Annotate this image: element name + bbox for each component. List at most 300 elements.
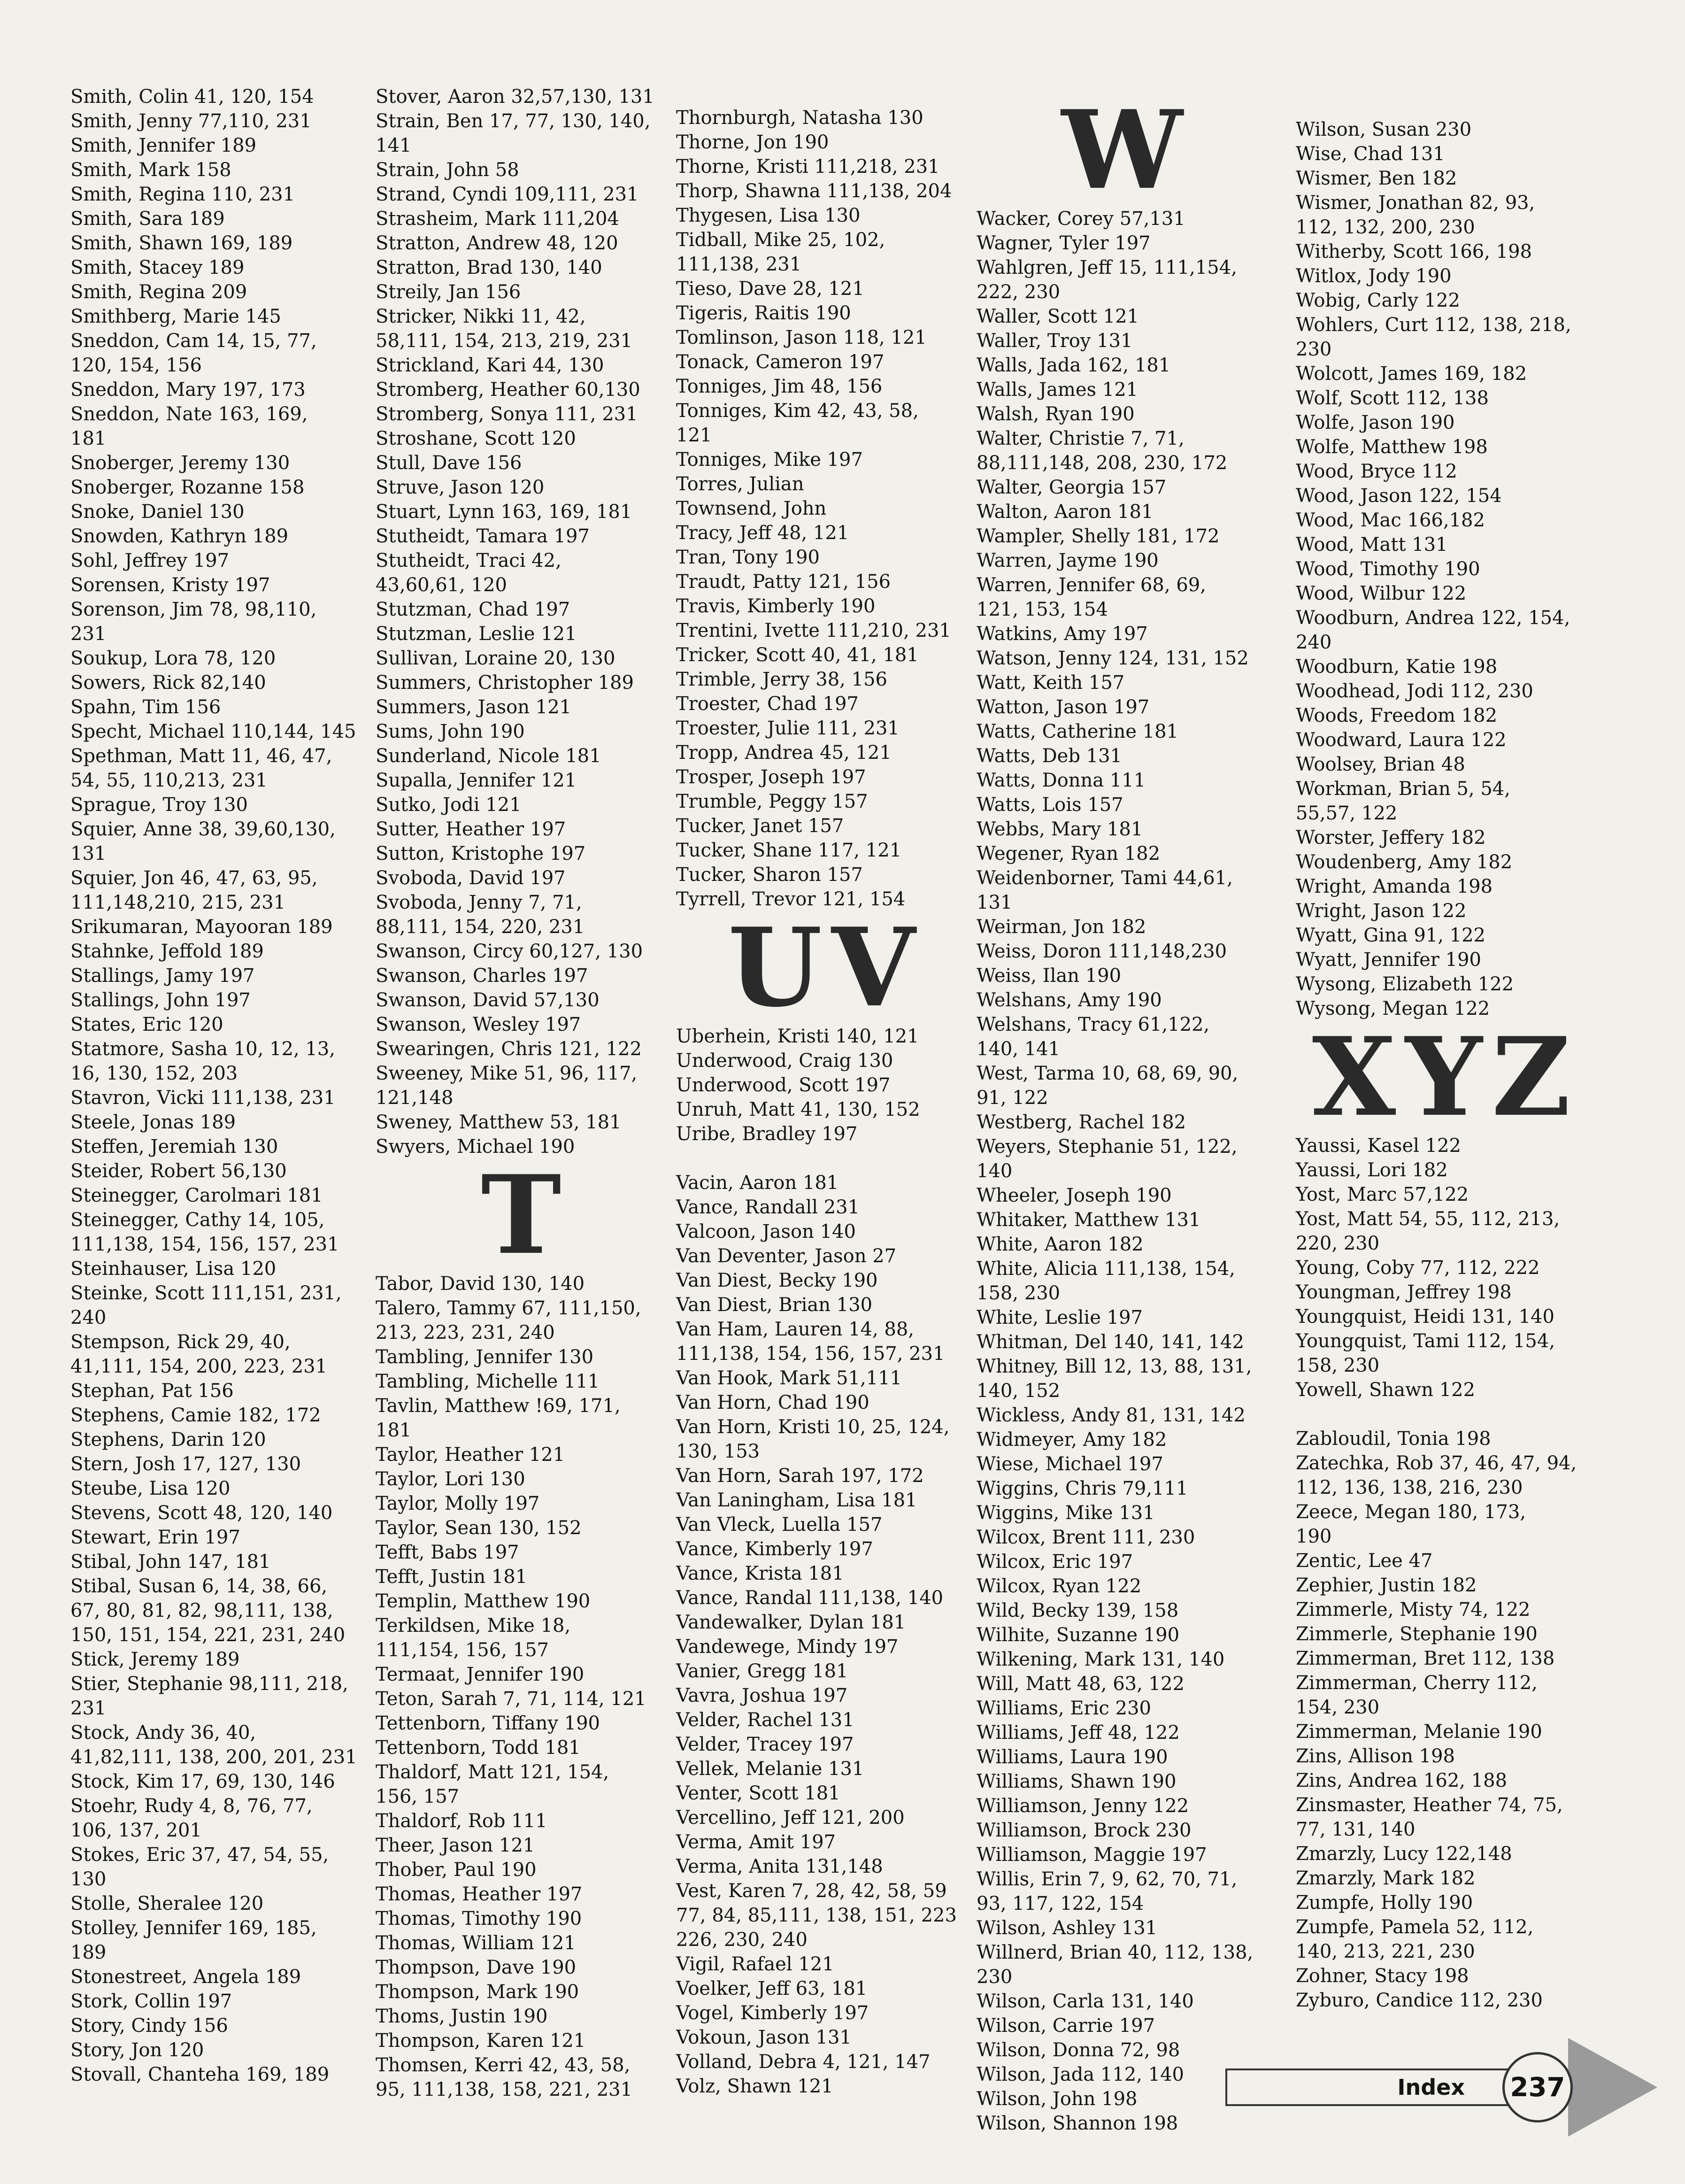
index-entry: Warren, Jennifer 68, 69,: [977, 574, 1206, 596]
index-entry: 111,138, 154, 156, 157, 231: [676, 1343, 945, 1365]
index-entry: Wolfe, Matthew 198: [1296, 436, 1488, 458]
index-entry: 91, 122: [977, 1087, 1048, 1109]
index-entry: Will, Matt 48, 63, 122: [977, 1673, 1185, 1695]
index-entry: Sunderland, Nicole 181: [376, 745, 601, 767]
index-column-4: [977, 87, 1277, 2136]
section-label: Index: [1397, 2075, 1465, 2100]
index-entry: 181: [376, 1420, 412, 1441]
index-entry: Walton, Aaron 181: [977, 501, 1154, 523]
index-entry: Tucker, Shane 117, 121: [676, 840, 902, 861]
index-entry: Teton, Sarah 7, 71, 114, 121: [376, 1688, 646, 1710]
index-entry: Zephier, Justin 182: [1296, 1574, 1477, 1596]
index-entry: Tigeris, Raitis 190: [676, 302, 851, 324]
section-letter-t: T: [481, 1152, 571, 1279]
index-entry: Zimmerman, Melanie 190: [1296, 1721, 1542, 1743]
index-entry: Wood, Bryce 112: [1296, 461, 1457, 482]
index-entry: Tieso, Dave 28, 121: [676, 278, 864, 300]
index-entry: Steffen, Jeremiah 130: [70, 1136, 278, 1158]
index-entry: 16, 130, 152, 203: [70, 1063, 238, 1084]
index-entry: Sohl, Jeffrey 197: [70, 550, 230, 571]
index-entry: 77, 84, 85,111, 138, 151, 223: [676, 1905, 957, 1926]
index-entry: Thorne, Kristi 111,218, 231: [676, 156, 940, 177]
index-entry: 213, 223, 231, 240: [376, 1322, 555, 1343]
index-entry: Tettenborn, Tiffany 190: [376, 1713, 600, 1734]
index-entry: Stephens, Darin 120: [70, 1429, 266, 1451]
index-entry: Yowell, Shawn 122: [1296, 1379, 1476, 1401]
index-entry: Stier, Stephanie 98,111, 218,: [70, 1673, 348, 1695]
index-entry: Unruh, Matt 41, 130, 152: [676, 1099, 920, 1120]
index-section-z: [1296, 1427, 1596, 2013]
index-entry: Sums, John 190: [376, 721, 525, 742]
index-entry: Taylor, Lori 130: [376, 1468, 525, 1490]
index-entry: Sutter, Heather 197: [376, 818, 566, 840]
arrow-shape: [1568, 2038, 1657, 2137]
index-entry: Sutko, Jodi 121: [376, 794, 522, 816]
index-entry: Volz, Shawn 121: [676, 2076, 833, 2097]
index-entry: Uribe, Bradley 197: [676, 1123, 858, 1145]
index-entry: 111,138, 231: [676, 254, 802, 275]
index-entry: 121: [676, 424, 712, 446]
index-entry: Tucker, Janet 157: [676, 815, 844, 837]
index-entry: 95, 111,138, 158, 221, 231: [376, 2079, 633, 2100]
index-entry: Stallings, John 197: [70, 989, 251, 1011]
index-entry: Stolley, Jennifer 169, 185,: [70, 1917, 317, 1939]
index-entry: Woolsey, Brian 48: [1296, 754, 1465, 775]
index-entry: Wagner, Tyler 197: [977, 232, 1151, 254]
index-entry: Van Deventer, Jason 27: [676, 1245, 897, 1267]
index-entry: Van Ham, Lauren 14, 88,: [676, 1319, 915, 1340]
index-entry: White, Aaron 182: [977, 1234, 1144, 1255]
index-column-2: [376, 85, 676, 2102]
index-entry: Swanson, David 57,130: [376, 989, 600, 1011]
index-entry: Steider, Robert 56,130: [70, 1160, 287, 1182]
index-entry: Wood, Matt 131: [1296, 534, 1448, 556]
index-entry: Townsend, John: [676, 498, 827, 519]
index-entry: Stibal, Susan 6, 14, 38, 66,: [70, 1575, 328, 1597]
index-entry: Thomas, Timothy 190: [376, 1908, 582, 1929]
index-entry: 181: [70, 428, 107, 449]
index-entry: Steube, Lisa 120: [70, 1478, 231, 1499]
index-entry: Thorne, Jon 190: [676, 131, 829, 153]
index-entry: Thaldorf, Rob 111: [376, 1810, 547, 1832]
index-entry: Tonniges, Jim 48, 156: [676, 376, 883, 397]
index-entry: Watts, Donna 111: [977, 770, 1146, 791]
index-entry: Tomlinson, Jason 118, 121: [676, 327, 927, 348]
index-entry: 111,148,210, 215, 231: [70, 892, 286, 913]
index-entry: Van Laningham, Lisa 181: [676, 1489, 917, 1511]
index-entry: Watton, Jason 197: [977, 696, 1150, 718]
index-entry: Strand, Cyndi 109,111, 231: [376, 184, 639, 205]
index-entry: 112, 132, 200, 230: [1296, 216, 1475, 238]
index-entry: Sowers, Rick 82,140: [70, 672, 266, 694]
index-entry: Stuart, Lynn 163, 169, 181: [376, 501, 632, 523]
index-entry: Youngman, Jeffrey 198: [1296, 1281, 1512, 1303]
index-entry: Wilson, Carla 131, 140: [977, 1991, 1194, 2012]
index-entry: Yost, Matt 54, 55, 112, 213,: [1296, 1208, 1560, 1230]
index-entry: Squier, Jon 46, 47, 63, 95,: [70, 867, 318, 889]
index-entry: Sweney, Matthew 53, 181: [376, 1111, 622, 1133]
index-entry: Smith, Jenny 77,110, 231: [70, 110, 312, 132]
index-entry: Traudt, Patty 121, 156: [676, 571, 891, 593]
index-entry: Thygesen, Lisa 130: [676, 205, 861, 226]
index-entry: Vance, Krista 181: [676, 1563, 844, 1584]
index-entry: Tonniges, Kim 42, 43, 58,: [676, 400, 919, 422]
index-entry: Williams, Shawn 190: [977, 1771, 1177, 1792]
index-entry: West, Tarma 10, 68, 69, 90,: [977, 1063, 1239, 1084]
index-entry: Zumpfe, Holly 190: [1296, 1892, 1473, 1914]
index-entry: 222, 230: [977, 281, 1061, 303]
index-entry: Wise, Chad 131: [1296, 143, 1445, 165]
index-entry: 77, 131, 140: [1296, 1819, 1416, 1840]
index-entry: Wiggins, Mike 131: [977, 1502, 1155, 1524]
index-entry: Thompson, Karen 121: [376, 2030, 586, 2052]
index-entry: Wilcox, Brent 111, 230: [977, 1527, 1195, 1548]
index-entry: Waller, Troy 131: [977, 330, 1133, 352]
index-entry: Webbs, Mary 181: [977, 818, 1143, 840]
index-entry: Stratton, Andrew 48, 120: [376, 232, 618, 254]
index-entry: Vance, Randal 111,138, 140: [676, 1587, 944, 1609]
index-entry: Walsh, Ryan 190: [977, 403, 1135, 425]
index-entry: Troester, Julie 111, 231: [676, 718, 900, 739]
index-section-t-continued: [676, 106, 977, 911]
index-entry: Wood, Wilbur 122: [1296, 583, 1467, 604]
index-entry: Volland, Debra 4, 121, 147: [676, 2051, 931, 2073]
index-entry: Story, Jon 120: [70, 2039, 204, 2061]
index-entry: Woodburn, Andrea 122, 154,: [1296, 607, 1570, 629]
index-entry: 220, 230: [1296, 1233, 1380, 1254]
index-entry: Stock, Andy 36, 40,: [70, 1722, 256, 1744]
index-entry: Zinsmaster, Heather 74, 75,: [1296, 1794, 1563, 1816]
index-entry: Zumpfe, Pamela 52, 112,: [1296, 1916, 1534, 1938]
index-entry: Woodward, Laura 122: [1296, 729, 1507, 751]
index-entry: Wood, Jason 122, 154: [1296, 485, 1502, 507]
index-entry: Zimmerle, Stephanie 190: [1296, 1623, 1538, 1645]
index-entry: Wysong, Elizabeth 122: [1296, 973, 1514, 995]
index-entry: Tonack, Cameron 197: [676, 351, 885, 373]
index-entry: Welshans, Amy 190: [977, 989, 1162, 1011]
index-entry: Strasheim, Mark 111,204: [376, 208, 619, 230]
index-entry: Wahlgren, Jeff 15, 111,154,: [977, 257, 1237, 278]
index-entry: Snoberger, Jeremy 130: [70, 452, 290, 474]
index-entry: 154, 230: [1296, 1697, 1380, 1718]
index-entry: Wright, Jason 122: [1296, 900, 1467, 922]
index-entry: Williamson, Jenny 122: [977, 1795, 1189, 1817]
index-entry: Weyers, Stephanie 51, 122,: [977, 1136, 1238, 1158]
index-entry: Wacker, Corey 57,131: [977, 208, 1185, 230]
index-entry: Van Diest, Becky 190: [676, 1270, 878, 1291]
index-entry: Wolf, Scott 112, 138: [1296, 387, 1489, 409]
index-entry: 158, 230: [977, 1282, 1061, 1304]
index-entry: Svoboda, Jenny 7, 71,: [376, 892, 582, 913]
index-entry: 140, 152: [977, 1380, 1061, 1402]
index-entry: 140: [977, 1160, 1013, 1182]
index-entry: 158, 230: [1296, 1355, 1380, 1376]
index-entry: Witlox, Jody 190: [1296, 265, 1452, 287]
index-entry: Woods, Freedom 182: [1296, 705, 1498, 726]
index-entry: Wiggins, Chris 79,111: [977, 1478, 1188, 1499]
index-entry: Sprague, Troy 130: [70, 794, 248, 816]
index-entry: Thomsen, Kerri 42, 43, 58,: [376, 2054, 631, 2076]
index-entry: Snoke, Daniel 130: [70, 501, 245, 523]
index-entry: 240: [70, 1307, 107, 1328]
index-entry: Zins, Andrea 162, 188: [1296, 1770, 1508, 1791]
index-entry: Steinegger, Cathy 14, 105,: [70, 1209, 325, 1231]
index-entry: Zentic, Lee 47: [1296, 1550, 1433, 1572]
index-entry: Stempson, Rick 29, 40,: [70, 1331, 291, 1353]
index-entry: 112, 136, 138, 216, 230: [1296, 1477, 1523, 1498]
index-entry: Tambling, Jennifer 130: [376, 1346, 594, 1368]
index-entry: Stover, Aaron 32,57,130, 131: [376, 86, 654, 108]
index-entry: Vokoun, Jason 131: [676, 2027, 852, 2048]
index-entry: Whitney, Bill 12, 13, 88, 131,: [977, 1356, 1252, 1377]
index-entry: Van Diest, Brian 130: [676, 1294, 873, 1316]
page-number: 237: [1502, 2052, 1573, 2122]
index-entry: Walls, James 121: [977, 379, 1139, 401]
index-entry: Venter, Scott 181: [676, 1783, 840, 1804]
index-entry: Vigil, Rafael 121: [676, 1953, 834, 1975]
index-entry: Stolle, Sheralee 120: [70, 1893, 264, 1914]
index-entry: Wolcott, James 169, 182: [1296, 363, 1527, 385]
index-entry: Stutzman, Chad 197: [376, 599, 570, 620]
index-entry: Taylor, Sean 130, 152: [376, 1517, 582, 1539]
index-entry: Wheeler, Joseph 190: [977, 1185, 1172, 1206]
index-entry: Wilhite, Suzanne 190: [977, 1624, 1180, 1646]
index-entry: Wohlers, Curt 112, 138, 218,: [1296, 314, 1571, 336]
index-entry: Vandewalker, Dylan 181: [676, 1612, 906, 1633]
index-entry: 88,111,148, 208, 230, 172: [977, 452, 1228, 474]
index-entry: Stock, Kim 17, 69, 130, 146: [70, 1771, 335, 1792]
index-entry: Smithberg, Marie 145: [70, 306, 281, 327]
index-entry: Steinhauser, Lisa 120: [70, 1258, 277, 1280]
index-entry: Watt, Keith 157: [977, 672, 1125, 694]
index-entry: Smith, Regina 110, 231: [70, 184, 295, 205]
index-entry: Stonestreet, Angela 189: [70, 1966, 301, 1988]
index-entry: Stutheidt, Tamara 197: [376, 525, 590, 547]
index-section-w-continued: [1296, 117, 1596, 1021]
index-entry: Stromberg, Sonya 111, 231: [376, 403, 638, 425]
index-entry: Wright, Amanda 198: [1296, 876, 1493, 897]
index-entry: Wiese, Michael 197: [977, 1453, 1163, 1475]
index-entry: White, Leslie 197: [977, 1307, 1143, 1328]
index-entry: Welshans, Tracy 61,122,: [977, 1014, 1210, 1035]
index-entry: Tefft, Babs 197: [376, 1542, 519, 1563]
index-entry: Vanier, Gregg 181: [676, 1660, 848, 1682]
index-entry: 231: [70, 623, 107, 645]
index-entry: Zins, Allison 198: [1296, 1745, 1455, 1767]
index-entry: Whitaker, Matthew 131: [977, 1209, 1201, 1231]
index-entry: Smith, Regina 209: [70, 281, 247, 303]
index-entry: Smith, Stacey 189: [70, 257, 245, 278]
index-entry: Thoms, Justin 190: [376, 2006, 548, 2027]
index-entry: Van Vleck, Luella 157: [676, 1514, 883, 1536]
index-entry: Stricker, Nikki 11, 42,: [376, 306, 586, 327]
index-entry: Smith, Sara 189: [70, 208, 225, 230]
index-entry: Theer, Jason 121: [376, 1835, 535, 1856]
index-entry: Strickland, Kari 44, 130: [376, 355, 604, 376]
index-entry: Wickless, Andy 81, 131, 142: [977, 1405, 1246, 1426]
index-entry: Woudenberg, Amy 182: [1296, 851, 1513, 873]
index-entry: Watson, Jenny 124, 131, 152: [977, 648, 1249, 669]
index-entry: Watts, Lois 157: [977, 794, 1123, 816]
index-entry: 93, 117, 122, 154: [977, 1893, 1144, 1914]
index-entry: Thorp, Shawna 111,138, 204: [676, 180, 952, 202]
index-entry: White, Alicia 111,138, 154,: [977, 1258, 1235, 1280]
index-entry: Zimmerman, Bret 112, 138: [1296, 1648, 1555, 1669]
index-entry: Tavlin, Matthew !69, 171,: [376, 1395, 621, 1417]
index-entry: 111,154, 156, 157: [376, 1639, 549, 1661]
index-entry: Zabloudil, Tonia 198: [1296, 1428, 1491, 1450]
index-entry: Specht, Michael 110,144, 145: [70, 721, 356, 742]
index-entry: Wolfe, Jason 190: [1296, 412, 1455, 433]
index-entry: Strain, Ben 17, 77, 130, 140,: [376, 110, 651, 132]
index-section-u: [676, 1024, 977, 1146]
index-entry: Stern, Josh 17, 127, 130: [70, 1453, 301, 1475]
index-entry: Watts, Catherine 181: [977, 721, 1178, 742]
index-entry: Wyatt, Jennifer 190: [1296, 949, 1481, 971]
index-entry: Stull, Dave 156: [376, 452, 522, 474]
index-entry: Troester, Chad 197: [676, 693, 859, 715]
index-entry: 131: [977, 892, 1013, 913]
index-entry: Thober, Paul 190: [376, 1859, 537, 1881]
index-entry: Watts, Deb 131: [977, 745, 1122, 767]
index-entry: Valcoon, Jason 140: [676, 1221, 856, 1242]
index-entry: Stroshane, Scott 120: [376, 428, 576, 449]
index-entry: Woodburn, Katie 198: [1296, 656, 1498, 678]
index-entry: Travis, Kimberly 190: [676, 595, 876, 617]
index-entry: 226, 230, 240: [676, 1929, 808, 1951]
index-entry: Wobig, Carly 122: [1296, 290, 1460, 311]
index-entry: Zmarzly, Lucy 122,148: [1296, 1843, 1512, 1865]
index-entry: 106, 137, 201: [70, 1820, 202, 1841]
index-entry: Wood, Timothy 190: [1296, 558, 1480, 580]
index-entry: Yaussi, Kasel 122: [1296, 1135, 1461, 1157]
index-entry: Wismer, Jonathan 82, 93,: [1296, 192, 1535, 214]
index-entry: 231: [70, 1698, 107, 1719]
index-entry: Vance, Randall 231: [676, 1196, 860, 1218]
index-entry: Youngquist, Heidi 131, 140: [1296, 1306, 1554, 1327]
index-entry: Willis, Erin 7, 9, 62, 70, 71,: [977, 1868, 1238, 1890]
index-entry: Stokes, Eric 37, 47, 54, 55,: [70, 1844, 329, 1866]
index-entry: 141: [376, 135, 412, 156]
index-entry: Watkins, Amy 197: [977, 623, 1148, 645]
section-letter-w: W: [1061, 87, 1193, 214]
index-entry: Wood, Mac 166,182: [1296, 509, 1485, 531]
index-entry: Underwood, Craig 130: [676, 1050, 893, 1072]
index-entry: Weidenborner, Tami 44,61,: [977, 867, 1233, 889]
index-entry: Youngquist, Tami 112, 154,: [1296, 1330, 1555, 1352]
index-entry: Wampler, Shelly 181, 172: [977, 525, 1220, 547]
index-entry: 189: [70, 1942, 107, 1963]
index-section-y: [1296, 1134, 1596, 1402]
index-column-5: [1296, 117, 1596, 2013]
index-entry: Tonniges, Mike 197: [676, 449, 863, 471]
index-entry: Wysong, Megan 122: [1296, 998, 1490, 1019]
index-entry: Walter, Christie 7, 71,: [977, 428, 1185, 449]
index-entry: Smith, Colin 41, 120, 154: [70, 86, 314, 108]
index-section-v: [676, 1171, 977, 2099]
index-entry: 111,138, 154, 156, 157, 231: [70, 1234, 339, 1255]
index-entry: Stephan, Pat 156: [70, 1380, 234, 1402]
index-entry: Warren, Jayme 190: [977, 550, 1159, 571]
index-entry: Sneddon, Nate 163, 169,: [70, 403, 308, 425]
index-entry: Struve, Jason 120: [376, 477, 545, 498]
index-entry: Velder, Tracey 197: [676, 1734, 854, 1755]
index-entry: Stahnke, Jeffold 189: [70, 941, 264, 962]
index-entry: Vellek, Melanie 131: [676, 1758, 864, 1780]
index-entry: Stibal, John 147, 181: [70, 1551, 271, 1573]
index-entry: Tricker, Scott 40, 41, 181: [676, 644, 919, 666]
index-entry: Wilson, Carrie 197: [977, 2015, 1155, 2037]
index-entry: Weiss, Doron 111,148,230: [977, 941, 1227, 962]
index-entry: Zeece, Megan 180, 173,: [1296, 1501, 1526, 1523]
index-entry: 88,111, 154, 220, 231: [376, 916, 585, 938]
index-entry: Templin, Matthew 190: [376, 1590, 591, 1612]
index-entry: Tran, Tony 190: [676, 547, 820, 568]
index-entry: Story, Cindy 156: [70, 2015, 228, 2037]
index-entry: Sullivan, Loraine 20, 130: [376, 648, 616, 669]
index-entry: Underwood, Scott 197: [676, 1074, 891, 1096]
index-entry: 121,148: [376, 1087, 454, 1109]
index-entry: Steele, Jonas 189: [70, 1111, 236, 1133]
index-entry: Widmeyer, Amy 182: [977, 1429, 1167, 1451]
index-entry: 131: [70, 843, 107, 864]
index-entry: Swyers, Michael 190: [376, 1136, 575, 1158]
index-entry: Sneddon, Cam 14, 15, 77,: [70, 330, 317, 352]
index-entry: Voelker, Jeff 63, 181: [676, 1978, 868, 1999]
section-letter-uv: UV: [728, 904, 925, 1031]
index-entry: Vogel, Kimberly 197: [676, 2002, 869, 2024]
index-entry: 230: [1296, 339, 1332, 360]
index-entry: Swanson, Charles 197: [376, 965, 588, 987]
index-entry: Tabor, David 130, 140: [376, 1273, 585, 1295]
index-entry: Westberg, Rachel 182: [977, 1111, 1186, 1133]
index-entry: Zyburo, Candice 112, 230: [1296, 1990, 1543, 2011]
index-entry: Stovall, Chanteha 169, 189: [70, 2064, 330, 2085]
index-entry: Summers, Jason 121: [376, 696, 572, 718]
index-entry: Stork, Collin 197: [70, 1991, 232, 2012]
index-entry: Walter, Georgia 157: [977, 477, 1167, 498]
index-entry: Stutzman, Leslie 121: [376, 623, 577, 645]
index-entry: Vacin, Aaron 181: [676, 1172, 839, 1194]
index-entry: Stratton, Brad 130, 140: [376, 257, 602, 278]
index-entry: Witherby, Scott 166, 198: [1296, 241, 1532, 262]
index-entry: Srikumaran, Mayooran 189: [70, 916, 333, 938]
index-entry: Tefft, Justin 181: [376, 1566, 528, 1588]
index-entry: 58,111, 154, 213, 219, 231: [376, 330, 633, 352]
index-entry: Wilson, Susan 230: [1296, 119, 1472, 140]
index-entry: 54, 55, 110,213, 231: [70, 770, 268, 791]
index-entry: Sorensen, Kristy 197: [70, 574, 270, 596]
index-entry: Velder, Rachel 131: [676, 1709, 854, 1731]
index-entry: Vercellino, Jeff 121, 200: [676, 1807, 905, 1829]
index-entry: Workman, Brian 5, 54,: [1296, 778, 1510, 800]
index-entry: Swanson, Circy 60,127, 130: [376, 941, 643, 962]
index-entry: Van Hook, Mark 51,111: [676, 1367, 902, 1389]
index-entry: Van Horn, Kristi 10, 25, 124,: [676, 1416, 950, 1438]
index-entry: 67, 80, 81, 82, 98,111, 138,: [70, 1600, 333, 1621]
index-entry: Tucker, Sharon 157: [676, 864, 863, 886]
index-section-t: [376, 1272, 676, 2102]
index-entry: 190: [1296, 1526, 1332, 1547]
section-letter-xyz: XYZ: [1312, 1014, 1580, 1141]
index-entry: Williamson, Brock 230: [977, 1820, 1192, 1841]
index-entry: 140, 141: [977, 1038, 1061, 1060]
index-entry: 140, 213, 221, 230: [1296, 1941, 1475, 1962]
index-entry: Snoberger, Rozanne 158: [70, 477, 305, 498]
index-entry: Wilson, Ashley 131: [977, 1917, 1158, 1939]
index-entry: Wilson, Donna 72, 98: [977, 2039, 1180, 2061]
index-entry: Supalla, Jennifer 121: [376, 770, 577, 791]
